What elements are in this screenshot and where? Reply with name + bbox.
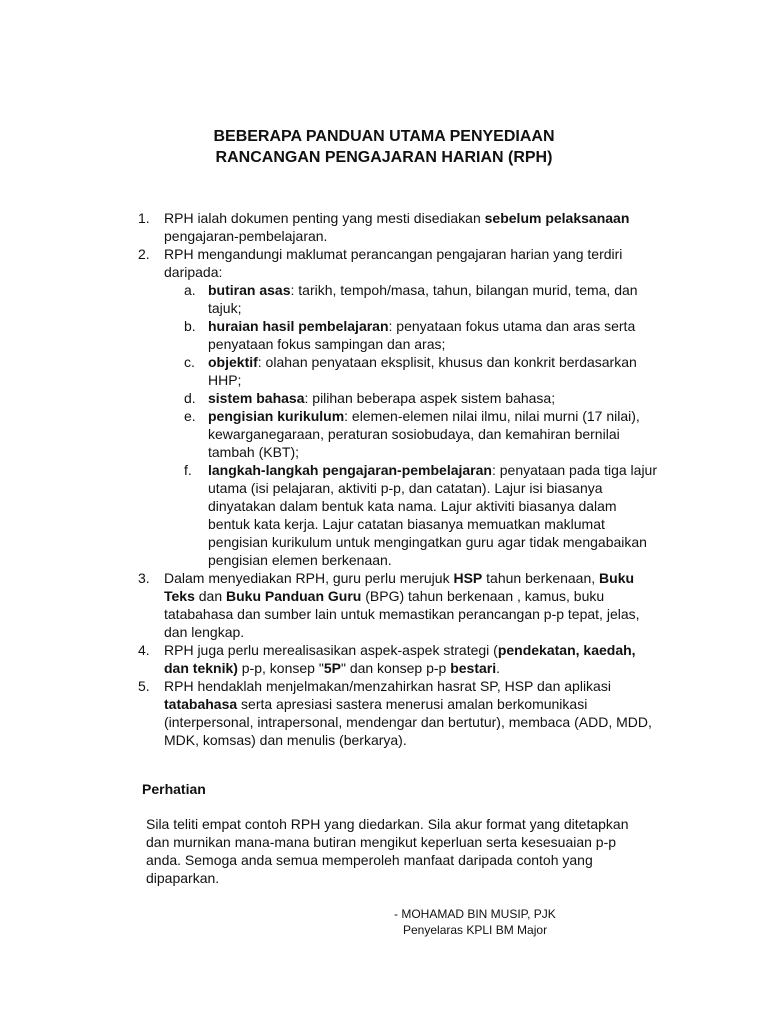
list-number: 4. <box>138 642 150 658</box>
page-title <box>0 126 768 168</box>
list-item-5: 5. RPH hendaklah menjelmakan/menzahirkan hasrat SP, HSP dan aplikasi tatabahasa serta apresiasi sastera menerusi amalan berkomunikasi (interpersonal, intrapersonal, mendengar dan bertutur), membaca (ADD, MDD, MDK, komsas) dan menulis (berkarya). <box>138 678 652 748</box>
sub-letter: a. <box>184 282 196 298</box>
sub-item-e: e. pengisian kurikulum: elemen-elemen nilai ilmu, nilai murni (17 nilai), kewarganegaraan, peraturan sosiobudaya, dan kemahiran bernilai tambah (KBT); <box>184 408 640 460</box>
sub-item-c: c. objektif: olahan penyataan eksplisit, khusus dan konkrit berdasarkan HHP; <box>184 354 637 388</box>
guideline-list <box>138 209 658 749</box>
list-number: 2. <box>138 246 150 262</box>
list-number: 5. <box>138 678 150 694</box>
sub-item-b: b. huraian hasil pembelajaran: penyataan fokus utama dan aras serta penyataan fokus sampingan dan aras; <box>184 318 636 352</box>
list-item-1: 1. RPH ialah dokumen penting yang mesti disediakan sebelum pelaksanaan pengajaran-pembelajaran. <box>138 210 630 244</box>
sub-letter: b. <box>184 318 196 334</box>
sub-item-f: f. langkah-langkah pengajaran-pembelajaran: penyataan pada tiga lajur utama (isi pelajaran, aktiviti p-p, dan catatan). Lajur isi biasanya dinyatakan dalam bentuk kata nama. Lajur aktiviti biasanya dalam bentuk kata kerja. Lajur catatan biasanya memuatkan maklumat pengisian kurikulum untuk mengingatkan guru agar tidak mengabaikan pengisian elemen berkenaan. <box>184 462 657 568</box>
signature-block <box>394 906 556 938</box>
sub-item-a: a. butiran asas: tarikh, tempoh/masa, tahun, bilangan murid, tema, dan tajuk; <box>184 282 638 316</box>
note-heading: Perhatian <box>142 781 206 797</box>
list-number: 1. <box>138 210 150 226</box>
signature-role: Penyelaras KPLI BM Major <box>403 923 548 937</box>
title-line-2: RANCANGAN PENGAJARAN HARIAN (RPH) <box>215 149 553 166</box>
list-number: 3. <box>138 570 150 586</box>
title-line-1: BEBERAPA PANDUAN UTAMA PENYEDIAAN <box>213 128 555 145</box>
list-item-4: 4. RPH juga perlu merealisasikan aspek-aspek strategi (pendekatan, kaedah, dan teknik) p-p, konsep "5P" dan konsep p-p bestari. <box>138 642 636 676</box>
sub-letter: d. <box>184 390 196 406</box>
sub-letter: f. <box>184 462 192 478</box>
sub-letter: e. <box>184 408 196 424</box>
note-body: Sila teliti empat contoh RPH yang diedarkan. Sila akur format yang ditetapkan dan murnikan mana-mana butiran mengikut keperluan serta kesesuaian p-p anda. Semoga anda semua memperoleh manfaat daripada contoh yang dipaparkan. <box>146 816 629 886</box>
list-item-2: 2. RPH mengandungi maklumat perancangan pengajaran harian yang terdiri daripada: <box>138 246 623 280</box>
signature-name: - MOHAMAD BIN MUSIP, PJK <box>394 907 556 921</box>
sub-letter: c. <box>184 354 195 370</box>
sub-item-d: d. sistem bahasa: pilihan beberapa aspek sistem bahasa; <box>184 390 556 406</box>
list-item-3: 3. Dalam menyediakan RPH, guru perlu merujuk HSP tahun berkenaan, Buku Teks dan Buku Panduan Guru (BPG) tahun berkenaan , kamus, buku tatabahasa dan sumber lain untuk memastikan perancangan p-p tepat, jelas, dan lengkap. <box>138 570 640 640</box>
